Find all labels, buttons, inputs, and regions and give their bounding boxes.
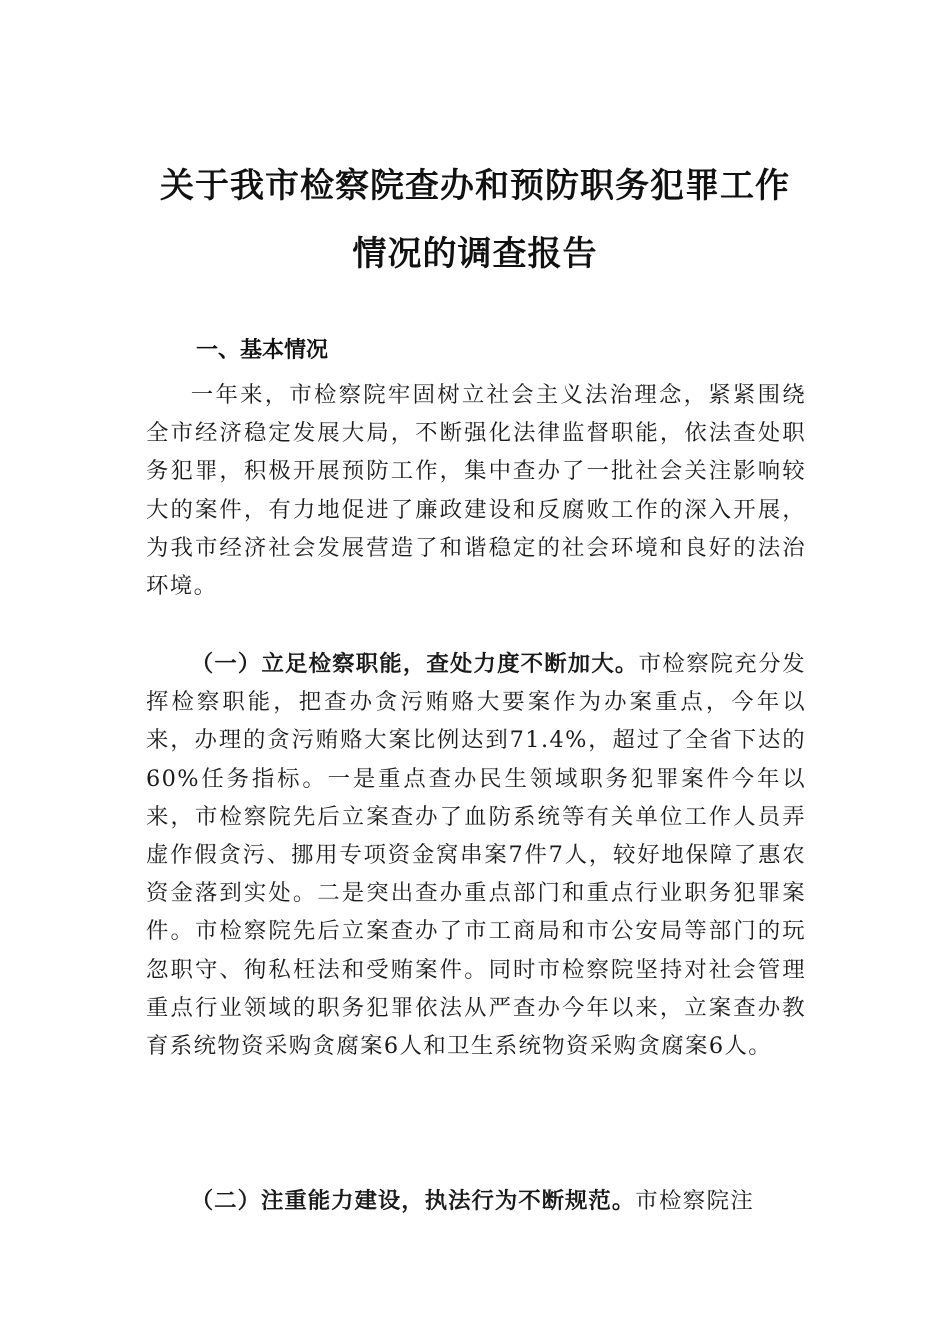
paragraph-overview: 一年来，市检察院牢固树立社会主义法治理念，紧紧围绕全市经济稳定发展大局，不断强化法律监督职能，依法查处职务犯罪，积极开展预防工作，集中查办了一批社会关注影响较大的案件，有力地促进了廉政建设和反腐败工作的深入开展，为我市经济社会发展营造了和谐稳定的社会环境和良好的法治环境。 xyxy=(146,382,806,600)
paragraph-investigation-strength xyxy=(146,645,806,1065)
paragraph-lead-heading: （一）立足检察职能，查处力度不断加大。 xyxy=(190,651,639,677)
paragraph-capacity-building xyxy=(146,1182,806,1220)
paragraph-body-text: 市检察院注 xyxy=(635,1188,755,1214)
paragraph-body-text: 市检察院充分发挥检察职能，把查办贪污贿赂大要案作为办案重点，今年以来，办理的贪污贿赂大案比例达到71.4%，超过了全省下达的60%任务指标。一是重点查办民生领域职务犯罪案件今年以来，市检察院先后立案查办了血防系统等有关单位工作人员弄虚作假贪污、挪用专项资金窝串案7件7人，较好地保障了惠农资金落到实处。二是突出查办重点部门和重点行业职务犯罪案件。市检察院先后立案查办了市工商局和市公安局等部门的玩忽职守、徇私枉法和受贿案件。同时市检察院坚持对社会管理重点行业领域的职务犯罪依法从严查办今年以来，立案查办教育系统物资采购贪腐案6人和卫生系统物资采购贪腐案6人。 xyxy=(146,651,806,1060)
document-title-line-1: 关于我市检察院查办和预防职务犯罪工作 xyxy=(160,166,790,206)
paragraph-lead-heading: （二）注重能力建设，执法行为不断规范。 xyxy=(190,1188,636,1214)
section-heading-basic-situation: 一、基本情况 xyxy=(196,338,329,363)
document-title-line-2: 情况的调查报告 xyxy=(352,234,598,274)
